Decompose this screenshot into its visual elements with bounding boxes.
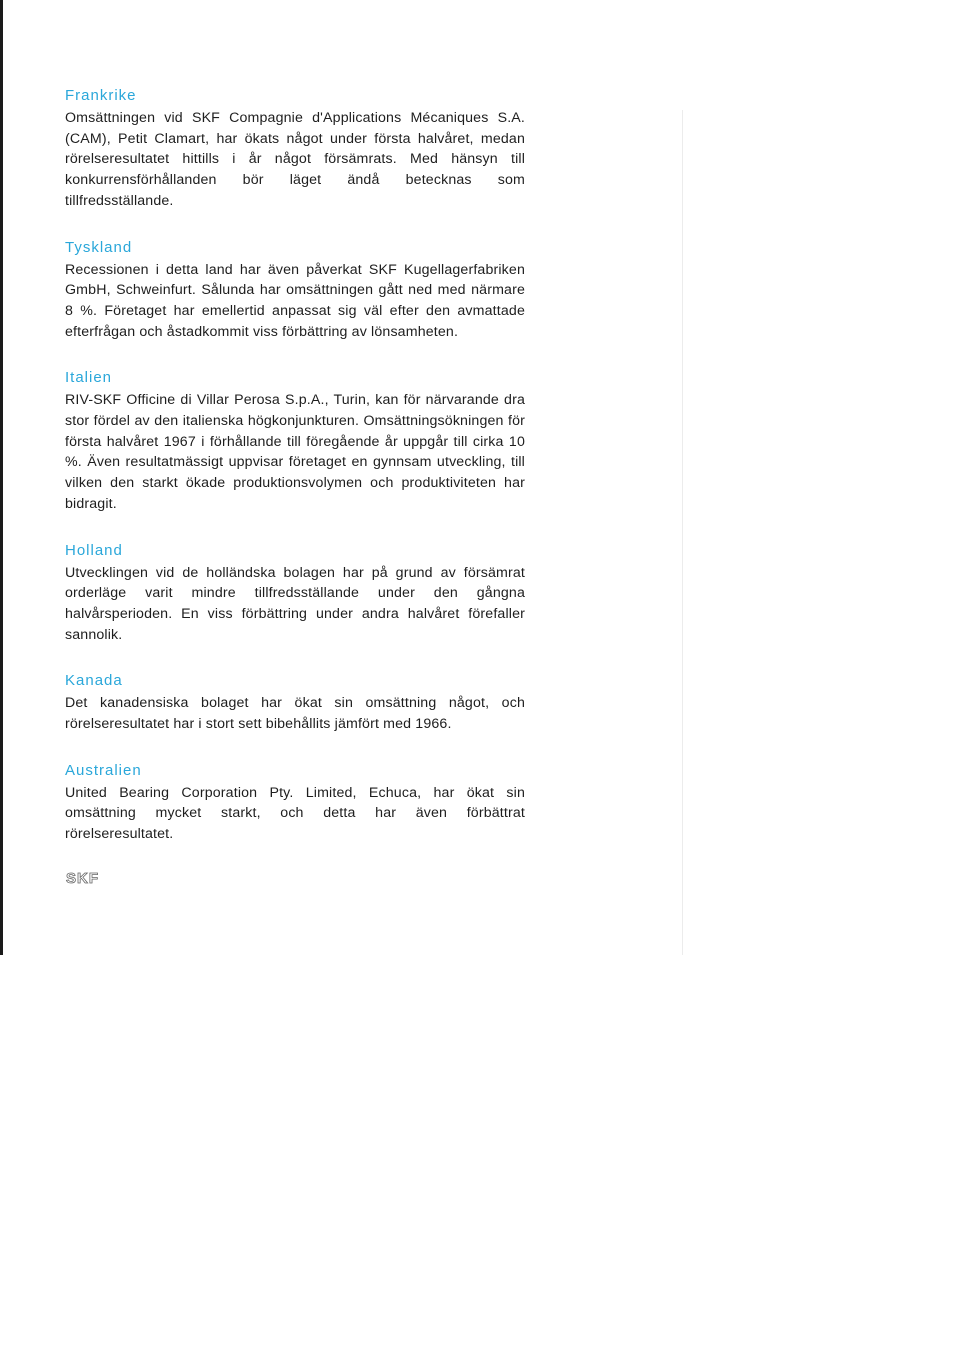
section-paragraph: Utvecklingen vid de holländska bolagen har på grund av försämrat orderläge varit mindre tillfredsställande under den gångna halvårsperioden. En viss förbättring under andra halvåret förefaller sannolik. (65, 564, 525, 643)
section-heading: Frankrike (65, 87, 137, 104)
section-holland (65, 541, 525, 646)
section-paragraph: United Bearing Corporation Pty. Limited, Echuca, har ökat sin omsättning mycket starkt, och detta har även förbättrat rörelseresultatet. (65, 784, 525, 843)
section-kanada (65, 671, 525, 734)
section-heading: Kanada (65, 672, 123, 690)
section-frankrike (65, 86, 525, 212)
page-edge-shadow (0, 0, 3, 955)
section-heading: Australien (65, 761, 142, 779)
skf-logo: SKF (66, 870, 99, 887)
section-paragraph: Omsättningen vid SKF Compagnie d'Applications Mécaniques S.A. (CAM), Petit Clamart, har ökats något under första halvåret, medan rörelseresultatet hittills i år något försämrats. Med hänsyn till konkurrensförhållanden bör läget ändå betecknas som tillfredsställande. (65, 110, 525, 209)
section-heading: Tyskland (65, 238, 133, 256)
section-paragraph: Det kanadensiska bolaget har ökat sin omsättning något, och rörelseresultatet har i stort sett bibehållits jämfört med 1966. (65, 695, 525, 733)
section-heading: Holland (65, 541, 123, 559)
section-tyskland (65, 238, 525, 343)
report-column (65, 86, 525, 871)
section-paragraph: RIV-SKF Officine di Villar Perosa S.p.A., Turin, kan för närvarande dra stor fördel av den italienska högkonjunkturen. Omsättningsökningen för första halvåret 1967 i förhållande till föregående år uppgår till cirka 10 %. Även resultatmässigt uppvisar företaget en gynnsam utveckling, till vilken den starkt ökade produktionsvolymen och produktiviteten har bidragit. (65, 392, 525, 512)
section-australien (65, 761, 525, 845)
section-italien (65, 368, 525, 514)
section-heading: Italien (65, 369, 113, 387)
fold-line (682, 110, 683, 955)
section-paragraph: Recessionen i detta land har även påverkat SKF Kugellagerfabriken GmbH, Schweinfurt. Sålunda har omsättningen gått ned med närmare 8 %. Företaget har emellertid anpassat sig väl efter den avmattade efterfrågan och åstadkommit viss förbättring av lönsamheten. (65, 261, 525, 340)
